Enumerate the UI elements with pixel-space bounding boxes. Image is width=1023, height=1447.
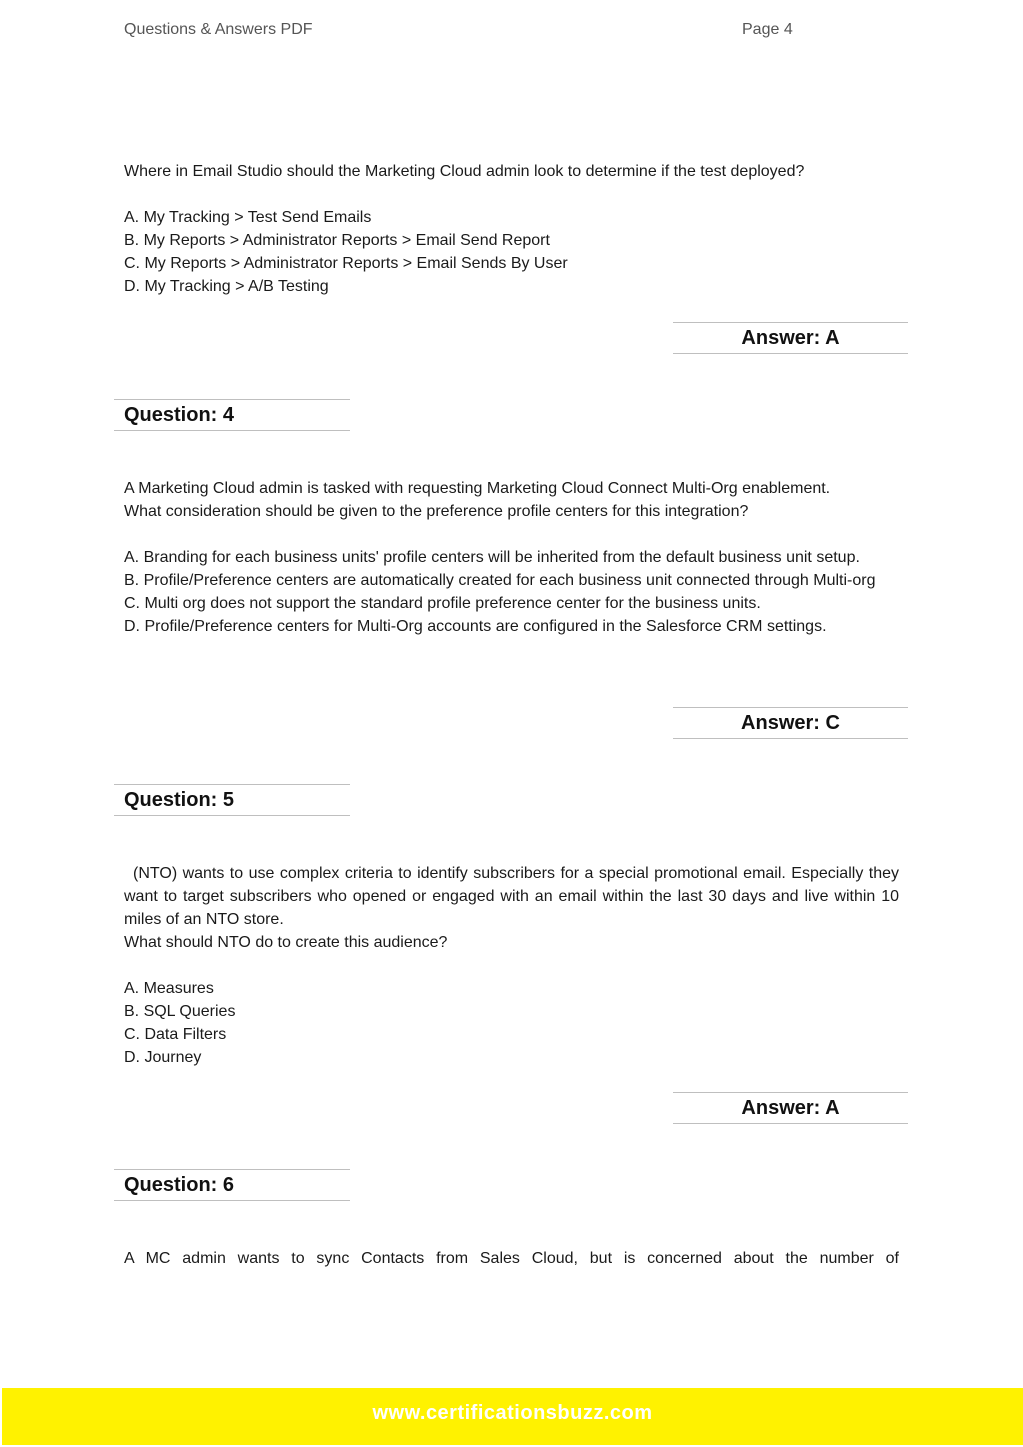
option-c: C. My Reports > Administrator Reports > Email Sends By User: [124, 255, 568, 272]
question-5-heading: [114, 784, 350, 816]
question-6-body: [124, 1247, 899, 1270]
answer-box: Answer: C: [673, 707, 908, 739]
option-c: C. Multi org does not support the standard profile preference center for the business units.: [124, 595, 761, 612]
option-b: B. My Reports > Administrator Reports > Email Send Report: [124, 232, 550, 249]
option-c: C. Data Filters: [124, 1026, 227, 1043]
option-a: A. Measures: [124, 980, 214, 997]
option-a: A. My Tracking > Test Send Emails: [124, 209, 372, 226]
question-label: Question: 5: [124, 789, 235, 811]
document-title: Questions & Answers PDF: [124, 21, 313, 38]
question-text: What consideration should be given to the preference profile centers for this integration?: [124, 503, 749, 520]
question-3-body: [124, 160, 899, 298]
question-text: A MC admin wants to sync Contacts from Sales Cloud, but is concerned about the number of: [124, 1250, 899, 1267]
option-b: B. SQL Queries: [124, 1003, 236, 1020]
option-d: D. Profile/Preference centers for Multi-Org accounts are configured in the Salesforce CRM settings.: [124, 618, 827, 635]
answer-box: Answer: A: [673, 1092, 908, 1124]
page-number: Page 4: [742, 21, 793, 38]
option-a: A. Branding for each business units' profile centers will be inherited from the default business unit setup.: [124, 549, 860, 566]
question-text: Where in Email Studio should the Marketing Cloud admin look to determine if the test deployed?: [124, 163, 805, 180]
question-text: What should NTO do to create this audience?: [124, 934, 448, 951]
question-5-body: [124, 862, 899, 1069]
question-text: A Marketing Cloud admin is tasked with requesting Marketing Cloud Connect Multi-Org enablement.: [124, 480, 831, 497]
question-4-body: [124, 477, 899, 638]
option-b: B. Profile/Preference centers are automatically created for each business unit connected through Multi-org: [124, 572, 876, 589]
footer-banner: [2, 1388, 1023, 1445]
question-4-heading: [114, 399, 350, 431]
question-label: Question: 4: [124, 404, 235, 426]
question-text: (NTO) wants to use complex criteria to identify subscribers for a special promotional email. Especially they want to target subscribers who opened or engaged with an email within the last 30 days and live within 10 miles of an NTO store.: [124, 865, 899, 928]
question-6-heading: [114, 1169, 350, 1201]
question-label: Question: 6: [124, 1174, 235, 1196]
option-d: D. My Tracking > A/B Testing: [124, 278, 329, 295]
option-d: D. Journey: [124, 1049, 202, 1066]
footer-link[interactable]: www.certificationsbuzz.com: [372, 1402, 653, 1424]
answer-box: Answer: A: [673, 322, 908, 354]
